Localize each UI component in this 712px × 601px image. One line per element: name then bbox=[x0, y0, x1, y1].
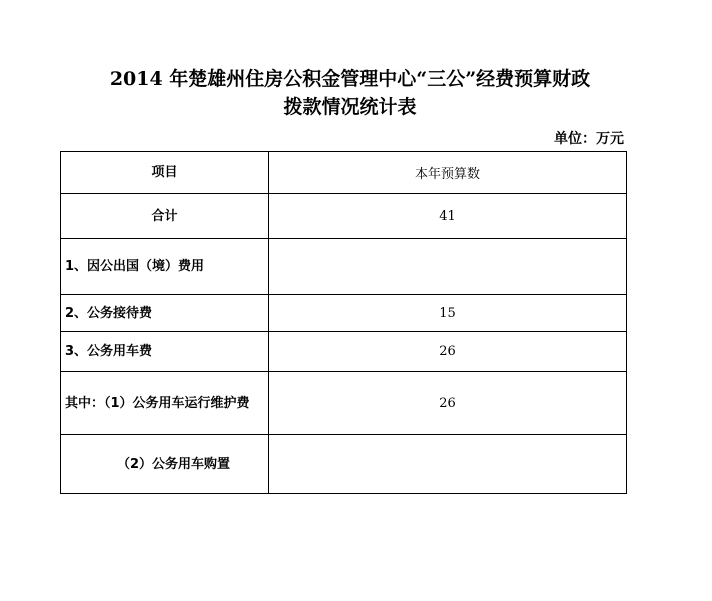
unit-label: 单位：万元 bbox=[554, 131, 624, 147]
row-label-vehicle: 3、公务用车费 bbox=[61, 332, 269, 372]
row-value-total: 41 bbox=[269, 194, 627, 239]
row-label-vehicle-maintenance: 其中：（1）公务用车运行维护费 bbox=[61, 372, 269, 435]
table-header-row bbox=[61, 152, 627, 194]
page-title-line-2: 拨款情况统计表 bbox=[283, 96, 417, 118]
row-label-travel: 1、因公出国（境）费用 bbox=[61, 239, 269, 295]
row-value-vehicle-purchase bbox=[269, 435, 627, 494]
row-value-reception: 15 bbox=[269, 295, 627, 332]
row-label-vehicle-purchase: （2）公务用车购置 bbox=[61, 435, 269, 494]
header-item: 项目 bbox=[61, 152, 269, 194]
table-row bbox=[61, 435, 627, 494]
row-value-vehicle: 26 bbox=[269, 332, 627, 372]
budget-table bbox=[60, 151, 627, 494]
header-budget: 本年预算数 bbox=[269, 152, 627, 194]
row-label-total: 合计 bbox=[61, 194, 269, 239]
row-label-reception: 2、公务接待费 bbox=[61, 295, 269, 332]
table-row bbox=[61, 372, 627, 435]
table-row bbox=[61, 332, 627, 372]
row-value-vehicle-maintenance: 26 bbox=[269, 372, 627, 435]
table-row bbox=[61, 239, 627, 295]
row-value-travel bbox=[269, 239, 627, 295]
table-row bbox=[61, 295, 627, 332]
table-row bbox=[61, 194, 627, 239]
page-title-line-1: 2014 年楚雄州住房公积金管理中心“三公”经费预算财政 bbox=[109, 68, 591, 90]
